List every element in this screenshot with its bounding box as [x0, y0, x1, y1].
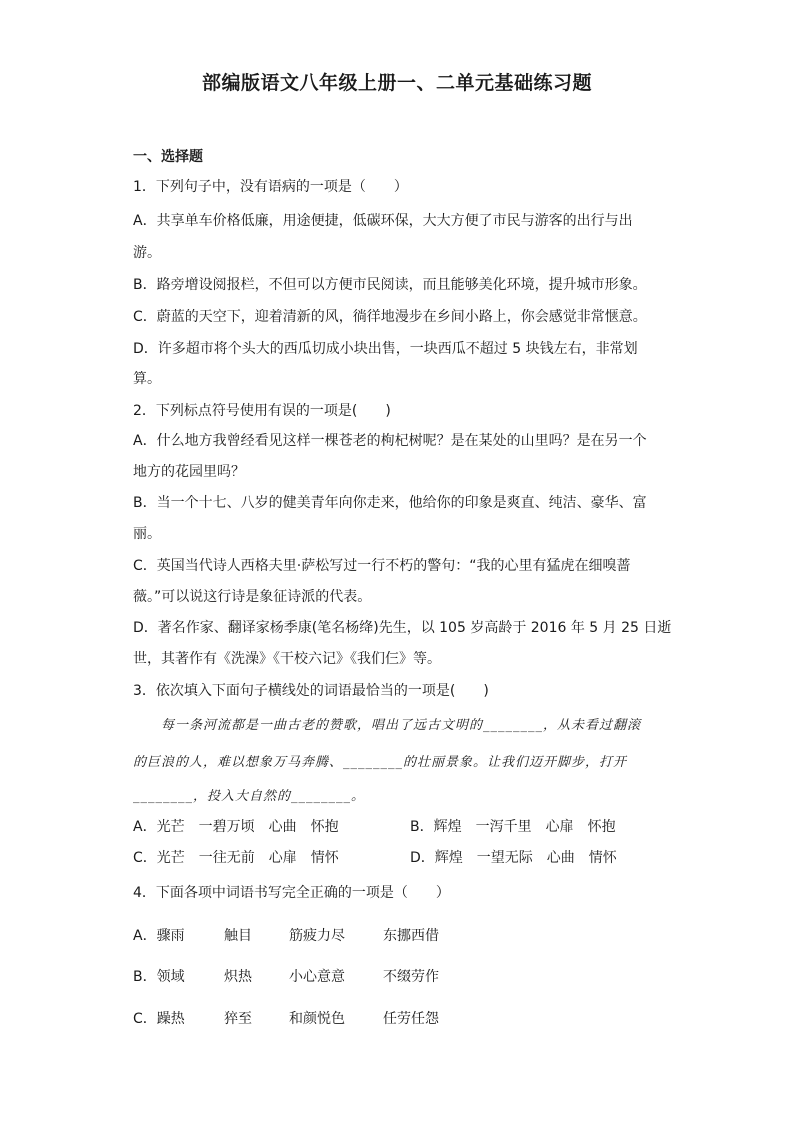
q4-option-c-word1: C．躁热 [133, 1011, 185, 1027]
q4-option-a-word1: A．骤雨 [133, 928, 185, 944]
q2-option-a-line1: A．什么地方我曾经看见这样一棵苍老的枸杞树呢？是在某处的山里吗？是在另一个 [133, 433, 647, 449]
q4-option-b-word1: B．领域 [133, 969, 185, 985]
q1-option-d-line1: D．许多超市将个头大的西瓜切成小块出售，一块西瓜不超过 5 块钱左右，非常划 [133, 341, 638, 357]
q4-option-a-word3: 筋疲力尽 [289, 928, 345, 944]
q2-option-d-line2: 世，其著作有《洗澡》《干校六记》《我们仨》等。 [133, 651, 441, 667]
q2-stem: 2．下列标点符号使用有误的一项是( ) [133, 403, 391, 419]
q3-option-c: C．光芒 一往无前 心扉 情怀 [133, 850, 339, 866]
q1-option-a-line1: A．共享单车价格低廉，用途便捷，低碳环保，大大方便了市民与游客的出行与出 [133, 213, 633, 229]
q1-stem: 1．下列句子中，没有语病的一项是（ ） [133, 179, 408, 195]
q2-option-c-line1: C．英国当代诗人西格夫里·萨松写过一行不朽的警句：“我的心里有猛虎在细嗅蔷 [133, 558, 631, 574]
q2-option-c-line2: 薇。”可以说这行诗是象征诗派的代表。 [133, 589, 372, 605]
q4-option-b [133, 968, 533, 986]
q3-passage-line1: 每一条河流都是一曲古老的赞歌，唱出了远古文明的________，从未看过翻滚 [161, 718, 642, 733]
q3-option-b: B．辉煌 一泻千里 心扉 怀抱 [410, 819, 616, 835]
q4-option-a-word2: 触目 [224, 928, 252, 944]
q4-option-c-word4: 任劳任怨 [383, 1011, 439, 1027]
q1-option-a-line2: 游。 [133, 245, 161, 261]
section-heading: 一、选择题 [133, 149, 203, 165]
q4-option-b-word2: 炽热 [224, 969, 252, 985]
q2-option-b-line2: 丽。 [133, 526, 161, 542]
q1-option-c: C．蔚蓝的天空下，迎着清新的风，徜徉地漫步在乡间小路上，你会感觉非常惬意。 [133, 309, 647, 325]
document-title: 部编版语文八年级上册一、二单元基础练习题 [201, 72, 592, 94]
q4-option-a-word4: 东挪西借 [383, 928, 439, 944]
q3-stem: 3．依次填入下面句子横线处的词语最恰当的一项是( ) [133, 683, 489, 699]
q3-option-d: D．辉煌 一望无际 心曲 情怀 [410, 850, 617, 866]
q4-option-c-word2: 猝至 [224, 1011, 252, 1027]
q4-option-c [133, 1010, 533, 1028]
q1-option-b: B．路旁增设阅报栏，不但可以方便市民阅读，而且能够美化环境，提升城市形象。 [133, 277, 647, 293]
q3-passage-line2: 的巨浪的人，难以想象万马奔腾、________的壮丽景象。让我们迈开脚步，打开 [133, 755, 628, 770]
q4-option-b-word3: 小心意意 [289, 969, 345, 985]
q2-option-b-line1: B．当一个十七、八岁的健美青年向你走来，他给你的印象是爽直、纯洁、豪华、富 [133, 495, 647, 511]
q2-option-a-line2: 地方的花园里吗？ [133, 464, 245, 480]
q1-option-d-line2: 算。 [133, 371, 161, 387]
q4-stem: 4．下面各项中词语书写完全正确的一项是（ ） [133, 885, 450, 901]
q3-passage-line3: ________，投入大自然的________。 [133, 789, 366, 804]
q2-option-d-line1: D．著名作家、翻译家杨季康(笔名杨绛)先生，以 105 岁高龄于 2016 年 5 月 25 日逝 [133, 620, 672, 636]
q3-option-a: A．光芒 一碧万顷 心曲 怀抱 [133, 819, 339, 835]
q4-option-b-word4: 不缀劳作 [383, 969, 439, 985]
q4-option-a [133, 927, 533, 945]
q4-option-c-word3: 和颜悦色 [289, 1011, 345, 1027]
